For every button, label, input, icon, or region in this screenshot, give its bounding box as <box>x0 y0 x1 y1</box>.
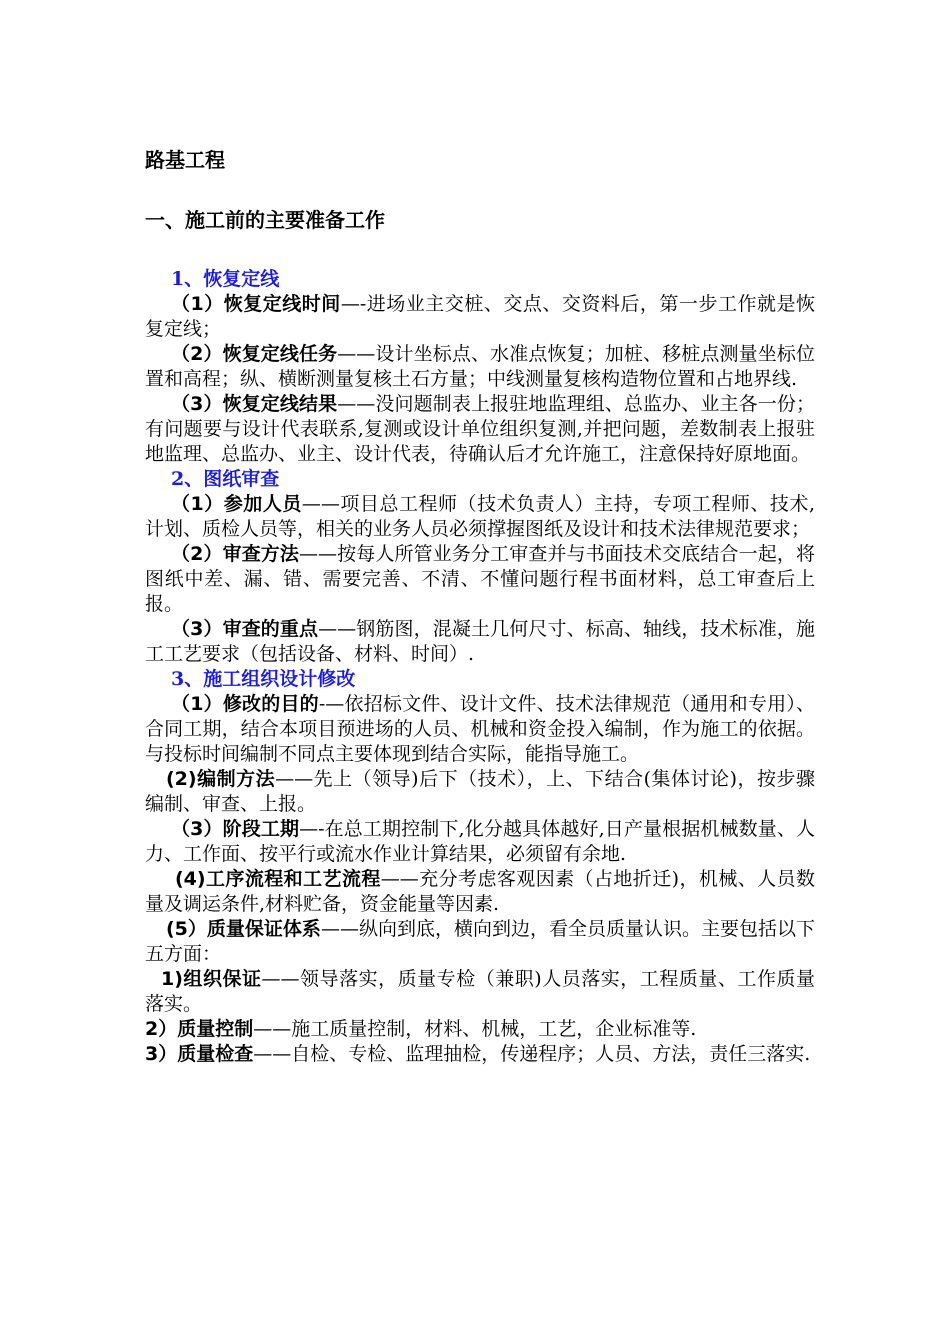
paragraph <box>145 492 815 542</box>
item-label: （2）审查方法 <box>171 543 300 565</box>
paragraph <box>145 292 815 342</box>
item-text: ——领导落实，质量专检（兼职)人员落实，工程质量、工作质量落实。 <box>145 968 815 1015</box>
item-text: ——充分考虑客观因素（占地折迁)，机械、人员数量及调运条件,材料贮备，资金能量等因素. <box>145 868 815 915</box>
item-text: ——按每人所管业务分工审查并与书面技术交底结合一起，将图纸中差、漏、错、需要完善、不清、不懂问题行程书面材料，总工审查后上报。 <box>145 543 815 615</box>
paragraph <box>145 617 815 667</box>
item-label: 3）质量检查 <box>145 1043 254 1065</box>
item-text: ——自检、专检、监理抽检，传递程序；人员、方法，责任三落实. <box>253 1043 811 1065</box>
item-text: ——项目总工程师（技术负责人）主持，专项工程师、技术,计划、质检人员等，相关的业务人员必须撑握图纸及设计和技术法律规范要求； <box>145 493 815 540</box>
item-label: （3）恢复定线结果 <box>171 393 338 415</box>
item-text: ——钢筋图，混凝土几何尺寸、标高、轴线，技术标准，施工工艺要求（包括设备、材料、时间）. <box>145 618 815 665</box>
item-text: ——先上（领导)后下（技术），上、下结合(集体讨论)，按步骤编制、审查、上报。 <box>145 768 815 815</box>
item-label: （2）恢复定线任务 <box>171 343 338 365</box>
subsection-heading: 2、图纸审查 <box>171 468 280 490</box>
item-label: （1）恢复定线时间 <box>171 293 341 315</box>
item-label: 1)组织保证 <box>161 968 262 990</box>
item-text: ——施工质量控制，材料、机械，工艺，企业标准等. <box>253 1018 697 1040</box>
item-text: -—依招标文件、设计文件、技术法律规范（通用和专用）、合同工期，结合本项目预进场的人员、机械和资金投入编制，作为施工的依据。与投标时间编制不同点主要体现到结合实际，能指导施工。 <box>145 693 815 765</box>
item-label: （1）参加人员 <box>171 493 302 515</box>
paragraph <box>145 692 815 767</box>
doc-body <box>145 267 815 1067</box>
paragraph <box>145 967 815 1017</box>
item-label: 2）质量控制 <box>145 1018 254 1040</box>
subsection-heading: 3、施工组织设计修改 <box>171 668 356 690</box>
item-label: (2)编制方法 <box>166 768 276 790</box>
item-text: ——纵向到底，横向到边，看全员质量认识。主要包括以下五方面： <box>145 918 815 965</box>
subsection-heading: 1、恢复定线 <box>171 268 280 290</box>
paragraph <box>145 767 815 817</box>
item-label: （1）修改的目的 <box>171 693 319 715</box>
paragraph <box>145 917 815 967</box>
item-label: （3）阶段工期 <box>171 818 300 840</box>
item-text: ——没问题制表上报驻地监理组、总监办、业主各一份；有问题要与设计代表联系,复测或设计单位组织复测,并把问题，差数制表上报驻地监理、总监办、业主、设计代表，待确认后才允许施工，注意保持好原地面。 <box>145 393 815 465</box>
paragraph <box>145 542 815 617</box>
doc-title: 路基工程 <box>145 148 225 172</box>
paragraph <box>145 867 815 917</box>
item-text: —-在总工期控制下,化分越具体越好,日产量根据机械数量、人力、工作面、按平行或流水作业计算结果，必须留有余地. <box>145 818 815 865</box>
paragraph <box>145 392 815 467</box>
item-text: —-进场业主交桩、交点、交资料后，第一步工作就是恢复定线； <box>145 293 815 340</box>
paragraph <box>145 1042 815 1067</box>
item-label: (4)工序流程和工艺流程 <box>175 868 381 890</box>
item-label: (5）质量保证体系 <box>166 918 321 940</box>
paragraph <box>145 1017 815 1042</box>
paragraph <box>145 817 815 867</box>
section-heading: 一、施工前的主要准备工作 <box>145 208 385 232</box>
item-text: ——设计坐标点、水准点恢复；加桩、移桩点测量坐标位置和高程；纵、横断测量复核土石方量；中线测量复核构造物位置和占地界线. <box>145 343 815 390</box>
paragraph <box>145 342 815 392</box>
item-label: （3）审查的重点 <box>171 618 319 640</box>
